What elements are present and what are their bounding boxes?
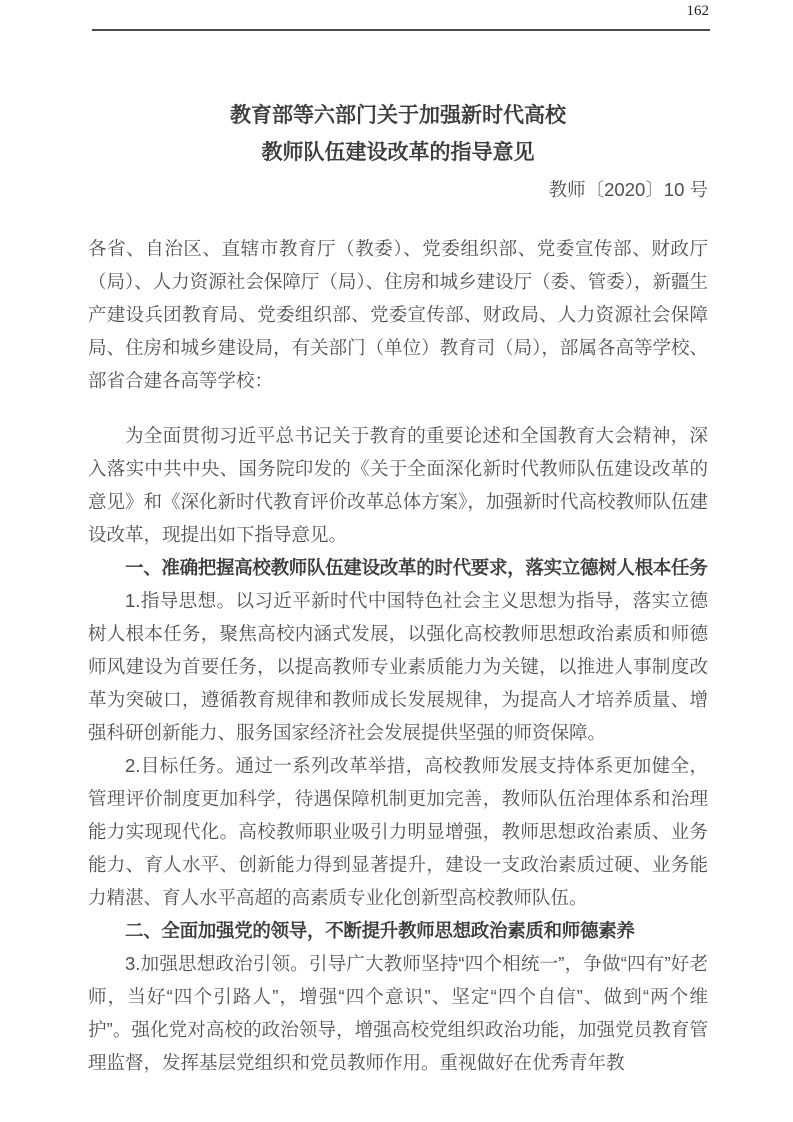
body-paragraph: 3.加强思想政治引领。引导广大教师坚持“四个相统一”，争做“四有”好老师，当好“四个引路人”，增强“四个意识”、坚定“四个自信”、做到“两个维护”。强化党对高校的政治领导，增强高校党组织政治功能，加强党员教育管理监督，发挥基层党组织和党员教师作用。重视做好在优秀青年教 xyxy=(88,953,708,1073)
body-paragraph: 为全面贯彻习近平总书记关于教育的重要论述和全国教育大会精神，深入落实中共中央、国务院印发的《关于全面深化新时代教师队伍建设改革的意见》和《深化新时代教育评价改革总体方案》，加强新时代高校教师队伍建设改革，现提出如下指导意见。 xyxy=(88,425,708,545)
addressee-paragraph: 各省、自治区、直辖市教育厅（教委）、党委组织部、党委宣传部、财政厅（局）、人力资源社会保障厅（局）、住房和城乡建设厅（委、管委），新疆生产建设兵团教育局、党委组织部、党委宣传部、财政局、人力资源社会保障局、住房和城乡建设局，有关部门（单位）教育司（局），部属各高等学校、部省合建各高等学校： xyxy=(88,238,708,391)
document-page xyxy=(88,0,708,1079)
section-heading: 二、全面加强党的领导，不断提升教师思想政治素质和师德素养 xyxy=(125,920,635,941)
body-paragraph: 1.指导思想。以习近平新时代中国特色社会主义思想为指导，落实立德树人根本任务，聚焦高校内涵式发展，以强化高校教师思想政治素质和师德师风建设为首要任务，以提高教师专业素质能力为关键，以推进人事制度改革为突破口，遵循教育规律和教师成长发展规律，为提高人才培养质量、增强科研创新能力、服务国家经济社会发展提供坚强的师资保障。 xyxy=(88,590,708,743)
document-title-line-1: 教育部等六部门关于加强新时代高校 xyxy=(230,104,566,127)
document-body xyxy=(88,232,708,1079)
document-title-line-2: 教师队伍建设改革的指导意见 xyxy=(261,141,535,164)
document-number: 教师〔2020〕10 号 xyxy=(548,179,708,200)
page-number: 162 xyxy=(686,3,709,19)
section-heading: 一、准确把握高校教师队伍建设改革的时代要求，落实立德树人根本任务 xyxy=(125,557,708,578)
body-paragraph: 2.目标任务。通过一系列改革举措，高校教师发展支持体系更加健全，管理评价制度更加科学，待遇保障机制更加完善，教师队伍治理体系和治理能力实现现代化。高校教师职业吸引力明显增强，教师思想政治素质、业务能力、育人水平、创新能力得到显著提升，建设一支政治素质过硬、业务能力精湛、育人水平高超的高素质专业化创新型高校教师队伍。 xyxy=(88,755,708,908)
